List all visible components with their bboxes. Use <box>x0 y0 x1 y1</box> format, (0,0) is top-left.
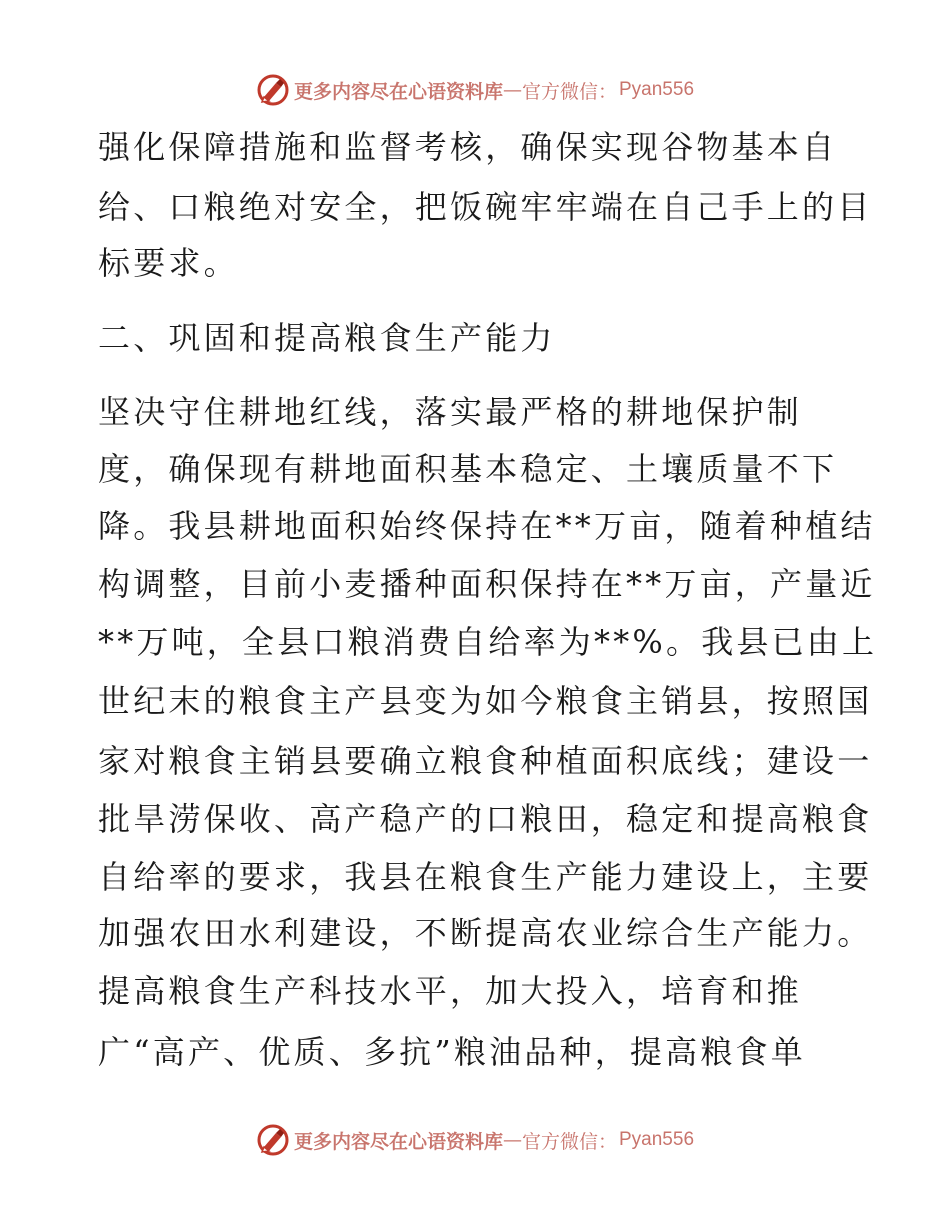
header-wechat-account: Pyan556 <box>619 79 695 100</box>
footer-wechat-label: 官方微信： <box>521 1130 617 1153</box>
body-line: 强化保障措施和监督考核，确保实现谷物基本自 <box>98 128 838 166</box>
pen-logo-icon <box>256 1123 290 1157</box>
body-line: 世纪末的粮食主产县变为如今粮食主销县，按照国 <box>98 682 873 720</box>
footer-watermark-banner <box>0 1120 950 1160</box>
footer-wechat-account: Pyan556 <box>619 1129 695 1150</box>
footer-brand-text: 更多内容尽在心语资料库 <box>293 1130 503 1153</box>
header-wechat-label: 官方微信： <box>521 80 617 103</box>
body-line: 度，确保现有耕地面积基本稳定、土壤质量不下 <box>98 450 838 488</box>
body-line: 自给率的要求，我县在粮食生产能力建设上，主要 <box>98 858 873 896</box>
body-line: 降。我县耕地面积始终保持在**万亩，随着种植结 <box>98 507 876 545</box>
body-line: **万吨，全县口粮消费自给率为**%。我县已由上 <box>98 623 878 661</box>
body-line: 坚决守住耕地红线，落实最严格的耕地保护制 <box>98 393 803 431</box>
body-line: 构调整，目前小麦播种面积保持在**万亩，产量近 <box>98 565 876 603</box>
body-line: 广“高产、优质、多抗”粮油品种，提高粮食单 <box>98 1033 806 1071</box>
body-line: 批旱涝保收、高产稳产的口粮田，稳定和提高粮食 <box>98 800 873 838</box>
header-brand-text: 更多内容尽在心语资料库 <box>293 80 503 103</box>
pen-logo-icon <box>256 73 290 107</box>
body-line: 家对粮食主销县要确立粮食种植面积底线；建设一 <box>98 742 873 780</box>
header-dash: — <box>502 79 522 101</box>
section-heading: 二、巩固和提高粮食生产能力 <box>98 319 556 357</box>
body-line: 标要求。 <box>98 244 239 282</box>
body-line: 提高粮食生产科技水平，加大投入，培育和推 <box>98 972 803 1010</box>
body-line: 给、口粮绝对安全，把饭碗牢牢端在自己手上的目 <box>98 188 873 226</box>
footer-dash: — <box>502 1129 522 1151</box>
body-line: 加强农田水利建设，不断提高农业综合生产能力。 <box>98 914 873 952</box>
header-watermark-banner <box>0 70 950 110</box>
